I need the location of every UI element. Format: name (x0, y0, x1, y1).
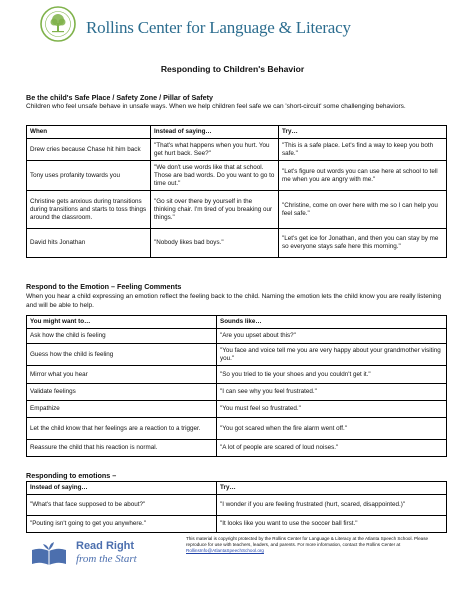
document-title: Responding to Children's Behavior (160, 64, 305, 74)
section-feeling-comments-intro: When you hear a child expressing an emotion reflect the feeling back to the child. Naming the emotion lets the child know you are really listening and will be able to help. (26, 293, 442, 309)
table-row (27, 329, 447, 344)
table-cell: Mirror what you hear (27, 366, 217, 384)
table-cell: "This is a safe place. Let's find a way to keep you both safe." (279, 139, 447, 161)
table-row (27, 366, 447, 384)
table-row (27, 418, 447, 440)
table-row (27, 161, 447, 191)
table-header-row (27, 126, 447, 139)
atlanta-speech-school-tree-logo-icon (40, 6, 76, 42)
table-cell: Empathize (27, 401, 217, 418)
section-feeling-comments-title: Respond to the Emotion – Feeling Comments (26, 282, 182, 291)
read-right-brand: Read Right (76, 540, 135, 552)
table-cell: "Are you upset about this?" (217, 329, 447, 344)
table-cell: Ask how the child is feeling (27, 329, 217, 344)
table-row (27, 440, 447, 457)
open-book-sprout-icon (30, 540, 68, 566)
table-cell: "I can see why you feel frustrated." (217, 384, 447, 401)
column-header: You might want to… (27, 316, 217, 329)
table-cell: "Go sit over there by yourself in the thinking chair. I'm tired of you breaking our things." (151, 191, 279, 229)
section-safe-place-title: Be the child's Safe Place / Safety Zone / Pillar of Safety (26, 93, 214, 102)
org-title: Rollins Center for Language & Literacy (86, 18, 351, 37)
table-cell: Christine gets anxious during transitions during transitions and starts to toss things around the classroom. (27, 191, 151, 229)
header (40, 6, 440, 48)
table-cell: "I wonder if you are feeling frustrated (hurt, scared, disappointed.)" (217, 495, 447, 516)
table-cell: David hits Jonathan (27, 229, 151, 258)
section-responding-emotions-title: Responding to emotions – (26, 471, 117, 480)
table-cell: "That's what happens when you hurt. You get hurt back. See?" (151, 139, 279, 161)
table-cell: "Let's figure out words you can use here at school to tell me when you are angry with me." (279, 161, 447, 191)
table-cell: Let the child know that her feelings are a reaction to a trigger. (27, 418, 217, 440)
contact-email-link[interactable]: RollinsInfo@AtlantaSpeechSchool.org (186, 548, 264, 554)
from-the-start-brand: from the Start (76, 553, 137, 565)
column-header: Try… (217, 482, 447, 495)
responding-emotions-table (26, 481, 447, 533)
table-header-row (27, 316, 447, 329)
table-cell: Tony uses profanity towards you (27, 161, 151, 191)
section-safe-place-intro: Children who feel unsafe behave in unsafe ways. When we help children feel safe we can 'short-circuit' some challenging behaviors. (26, 103, 406, 110)
table-cell: "A lot of people are scared of loud noises." (217, 440, 447, 457)
table-cell: "So you tried to tie your shoes and you couldn't get it." (217, 366, 447, 384)
table-cell: "You must feel so frustrated." (217, 401, 447, 418)
table-cell: "Let's get ice for Jonathan, and then you can stay by me so everyone stays safe here this morning." (279, 229, 447, 258)
table-cell: "It looks like you want to use the soccer ball first." (217, 516, 447, 533)
column-header: Try… (279, 126, 447, 139)
table-cell: "Christine, come on over here with me so I can help you feel safe." (279, 191, 447, 229)
table-cell: Drew cries because Chase hit him back (27, 139, 151, 161)
table-row (27, 516, 447, 533)
table-cell: "What's that face supposed to be about?" (27, 495, 217, 516)
table-row (27, 191, 447, 229)
table-cell: "Pouting isn't going to get you anywhere." (27, 516, 217, 533)
table-cell: Guess how the child is feeling (27, 344, 217, 366)
table-cell: "You got scared when the fire alarm went off." (217, 418, 447, 440)
table-cell: "We don't use words like that at school. Those are bad words. Do you want to go to time out." (151, 161, 279, 191)
table-row (27, 229, 447, 258)
copyright-text: This material is copyright protected by the Rollins Center for Language & Literacy at the Atlanta Speech School. Please reproduce for use with teachers, leaders, and parents. For more information, contact the Rollins Center at (186, 536, 429, 548)
safe-place-table (26, 125, 447, 258)
table-cell: Validate feelings (27, 384, 217, 401)
column-header: Instead of saying… (27, 482, 217, 495)
column-header: Sounds like… (217, 316, 447, 329)
table-row (27, 344, 447, 366)
column-header: Instead of saying… (151, 126, 279, 139)
table-row (27, 139, 447, 161)
feeling-comments-table (26, 315, 447, 457)
copyright-notice (186, 536, 446, 555)
table-header-row (27, 482, 447, 495)
table-row (27, 495, 447, 516)
table-cell: Reassure the child that his reaction is normal. (27, 440, 217, 457)
table-cell: "Nobody likes bad boys." (151, 229, 279, 258)
table-row (27, 384, 447, 401)
table-row (27, 401, 447, 418)
table-cell: "You face and voice tell me you are very happy about your grandmother visiting you." (217, 344, 447, 366)
footer (26, 536, 446, 576)
column-header: When (27, 126, 151, 139)
